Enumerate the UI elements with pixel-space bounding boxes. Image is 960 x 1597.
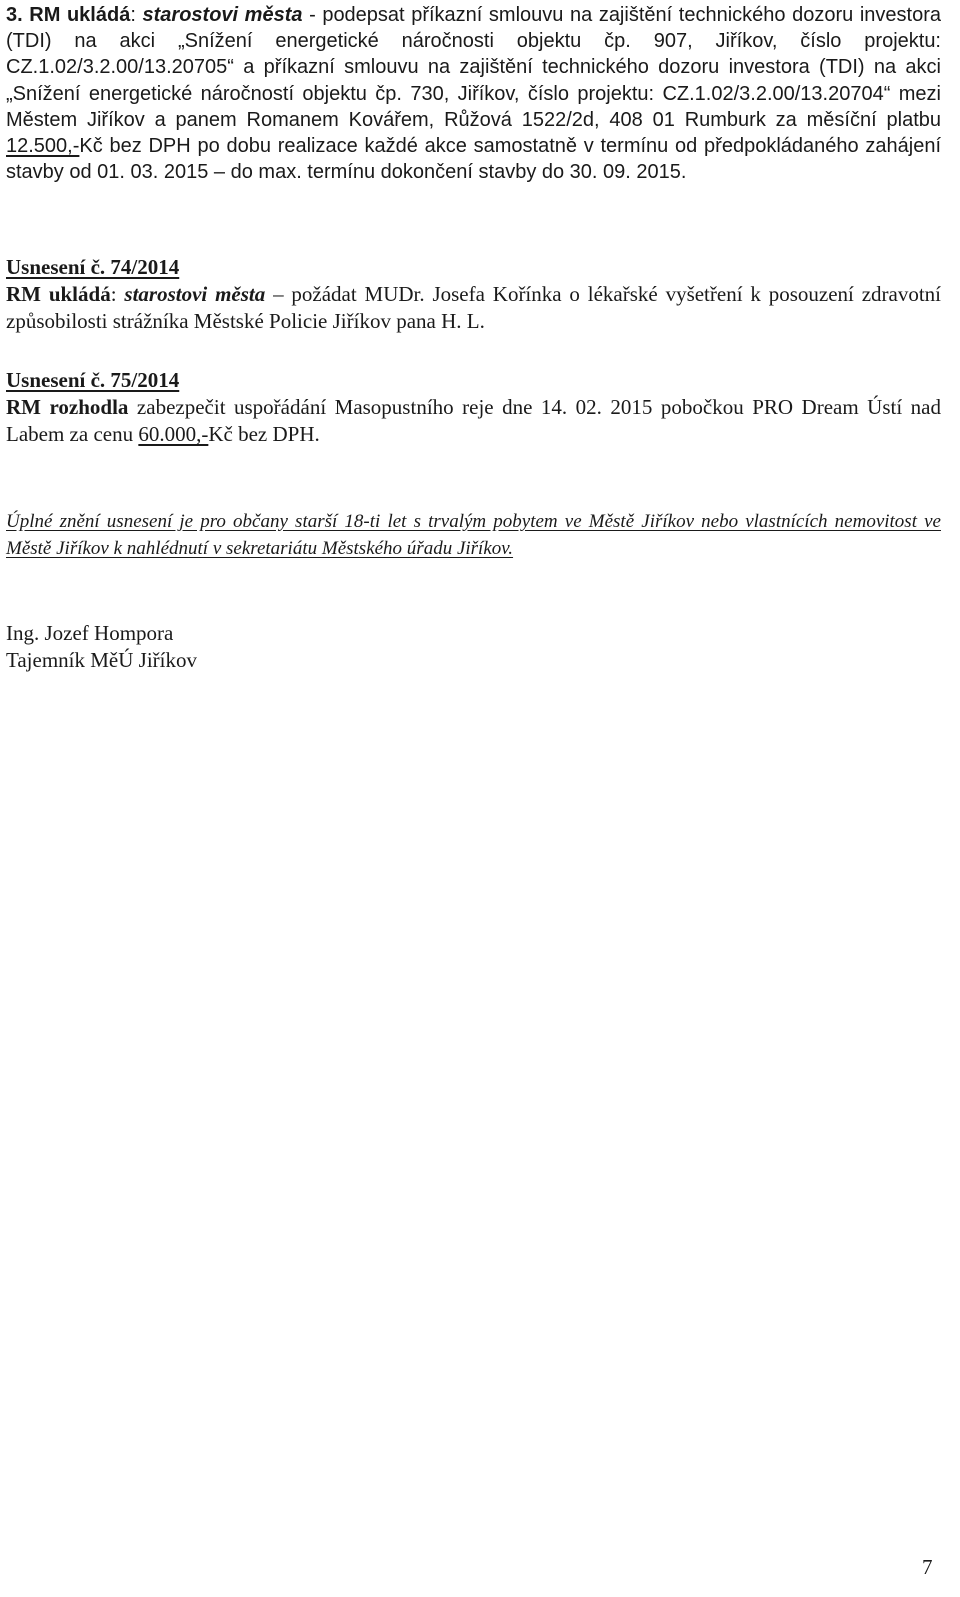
signatory-title: Tajemník MěÚ Jiříkov: [6, 648, 197, 672]
resolution-74-text: – požádat MUDr. Josefa Kořínka o lékařské vyšetření k posouzení zdravotní způsobilosti strážníka Městské Policie Jiříkov pana H. L.: [6, 282, 941, 333]
signatory-name: Ing. Jozef Hompora: [6, 621, 174, 645]
resolution-75-action: RM rozhodla: [6, 395, 129, 419]
page-number: 7: [922, 1555, 933, 1579]
resolution-74-colon: :: [110, 282, 117, 306]
item-action: RM ukládá: [29, 4, 131, 26]
resolution-75-body: [6, 394, 941, 448]
item-number: 3.: [6, 4, 23, 26]
resolution-75-text-b: Kč bez DPH.: [208, 422, 320, 446]
signature-block: [6, 620, 941, 674]
resolution-74-addressee: starostovi města: [124, 282, 266, 306]
item-text-a: - podepsat příkazní smlouvu na zajištění technického dozoru investora (TDI) na akci „Snížení energetické náročnosti objektu čp. 907, Jiříkov, číslo projektu: CZ.1.02/3.2.00/13.20705“ a příkazní smlouvu na zajištění technického dozoru investora (TDI) na akci „Snížení energetické náročností objektu čp. 730, Jiříkov, číslo projektu: CZ.1.02/3.2.00/13.20704“ mezi Městem Jiříkov a panem Romanem Kovářem, Růžová 1522/2d, 408 01 Rumburk za měsíční platbu: [6, 4, 941, 131]
public-notice: Úplné znění usnesení je pro občany starší 18-ti let s trvalým pobytem ve Městě Jiříkov nebo vlastnících nemovitost ve Městě Jiříkov k nahlédnutí v sekretariátu Městského úřadu Jiříkov.: [6, 511, 941, 559]
resolution-74-heading: Usnesení č. 74/2014: [6, 255, 180, 279]
resolution-75-price: 60.000,-: [138, 422, 209, 446]
resolution-74-action: RM ukládá: [6, 282, 111, 306]
resolution-75-heading: Usnesení č. 75/2014: [6, 368, 180, 392]
item-colon: :: [130, 4, 136, 26]
resolution-75-text-a: zabezpečit uspořádání Masopustního reje dne 14. 02. 2015 pobočkou PRO Dream Ústí nad Labem za cenu: [6, 395, 941, 446]
item-price: 12.500,-: [6, 135, 80, 158]
item-addressee: starostovi města: [142, 4, 303, 26]
item-3-paragraph: [6, 2, 941, 185]
item-text-b: Kč bez DPH po dobu realizace každé akce samostatně v termínu od předpokládaného zahájení stavby od 01. 03. 2015 – do max. termínu dokončení stavby do 30. 09. 2015.: [6, 135, 941, 184]
resolution-74-body: [6, 281, 941, 335]
